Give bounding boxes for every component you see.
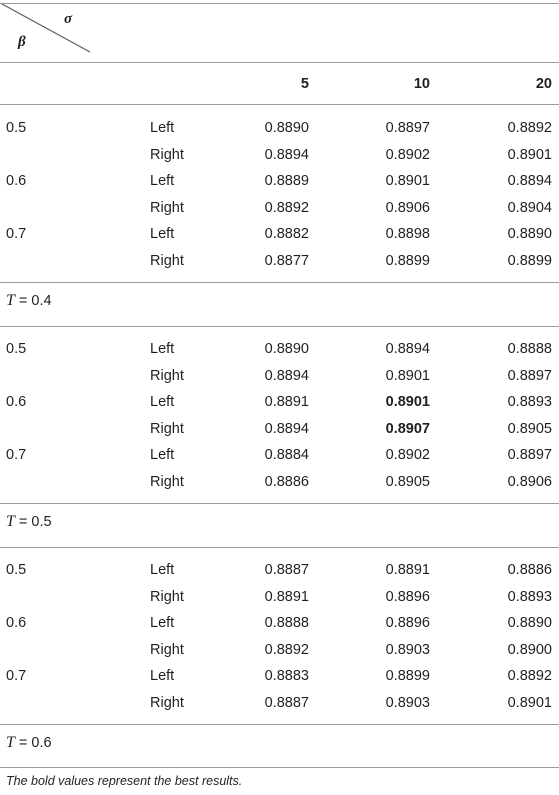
side-label: Right	[150, 200, 184, 216]
value-cell: 0.8877	[264, 253, 309, 269]
value-cell: 0.8899	[507, 253, 552, 269]
value-cell: 0.8901	[507, 147, 552, 163]
value-cell: 0.8894	[264, 368, 309, 384]
threshold-value: = 0.5	[14, 514, 52, 530]
side-label: Right	[150, 147, 184, 163]
value-cell: 0.8890	[264, 120, 309, 136]
value-cell: 0.8904	[507, 200, 552, 216]
value-cell: 0.8893	[507, 394, 552, 410]
value-cell: 0.8903	[385, 695, 430, 711]
threshold-variable: T	[6, 292, 15, 309]
value-cell: 0.8903	[385, 642, 430, 658]
value-cell: 0.8894	[385, 341, 430, 357]
sigma-header: σ	[64, 11, 73, 27]
side-label: Right	[150, 589, 184, 605]
beta-value: 0.7	[6, 226, 27, 242]
value-cell: 0.8899	[385, 253, 430, 269]
value-cell: 0.8892	[264, 642, 309, 658]
threshold-variable: T	[6, 734, 15, 751]
value-cell: 0.8894	[264, 147, 309, 163]
threshold-value: = 0.4	[14, 293, 52, 309]
value-cell: 0.8893	[507, 589, 552, 605]
value-cell: 0.8896	[385, 589, 430, 605]
threshold-label	[6, 734, 52, 752]
value-cell: 0.8891	[264, 589, 309, 605]
column-header-sigma-5: 5	[300, 76, 309, 92]
value-cell: 0.8901	[507, 695, 552, 711]
beta-value: 0.7	[6, 447, 27, 463]
section-rule	[0, 326, 559, 327]
side-label: Right	[150, 421, 184, 437]
value-cell: 0.8888	[507, 341, 552, 357]
value-cell: 0.8886	[507, 562, 552, 578]
value-cell: 0.8892	[507, 668, 552, 684]
value-cell: 0.8894	[507, 173, 552, 189]
value-cell: 0.8901	[385, 368, 430, 384]
side-label: Right	[150, 368, 184, 384]
table-footnote: The bold values represent the best results.	[6, 774, 243, 788]
side-label: Left	[150, 226, 175, 242]
side-label: Right	[150, 474, 184, 490]
column-header-sigma-20: 20	[535, 76, 552, 92]
value-cell: 0.8897	[507, 447, 552, 463]
value-cell: 0.8905	[507, 421, 552, 437]
value-cell: 0.8891	[264, 394, 309, 410]
beta-value: 0.5	[6, 562, 27, 578]
value-cell: 0.8901	[385, 394, 430, 410]
side-label: Left	[150, 562, 175, 578]
beta-value: 0.6	[6, 615, 27, 631]
value-cell: 0.8894	[264, 421, 309, 437]
value-cell: 0.8901	[385, 173, 430, 189]
value-cell: 0.8886	[264, 474, 309, 490]
threshold-value: = 0.6	[14, 735, 52, 751]
value-cell: 0.8902	[385, 447, 430, 463]
value-cell: 0.8900	[507, 642, 552, 658]
side-label: Left	[150, 173, 175, 189]
side-label: Right	[150, 253, 184, 269]
beta-value: 0.6	[6, 173, 27, 189]
value-cell: 0.8890	[264, 341, 309, 357]
section-rule	[0, 282, 559, 283]
beta-value: 0.7	[6, 668, 27, 684]
beta-value: 0.5	[6, 120, 27, 136]
column-header-sigma-10: 10	[413, 76, 430, 92]
value-cell: 0.8898	[385, 226, 430, 242]
section-rule	[0, 503, 559, 504]
side-label: Right	[150, 642, 184, 658]
side-label: Left	[150, 447, 175, 463]
value-cell: 0.8889	[264, 173, 309, 189]
section-rule	[0, 767, 559, 768]
value-cell: 0.8892	[507, 120, 552, 136]
value-cell: 0.8887	[264, 562, 309, 578]
threshold-label	[6, 513, 52, 531]
value-cell: 0.8892	[264, 200, 309, 216]
value-cell: 0.8905	[385, 474, 430, 490]
value-cell: 0.8890	[507, 615, 552, 631]
column-header-rule	[0, 104, 559, 105]
beta-value: 0.5	[6, 341, 27, 357]
value-cell: 0.8890	[507, 226, 552, 242]
value-cell: 0.8902	[385, 147, 430, 163]
value-cell: 0.8906	[507, 474, 552, 490]
value-cell: 0.8883	[264, 668, 309, 684]
side-label: Left	[150, 615, 175, 631]
section-rule	[0, 724, 559, 725]
value-cell: 0.8897	[507, 368, 552, 384]
value-cell: 0.8888	[264, 615, 309, 631]
value-cell: 0.8891	[385, 562, 430, 578]
side-label: Right	[150, 695, 184, 711]
diagonal-header-divider	[0, 0, 100, 60]
side-label: Left	[150, 341, 175, 357]
value-cell: 0.8899	[385, 668, 430, 684]
threshold-label	[6, 292, 52, 310]
value-cell: 0.8896	[385, 615, 430, 631]
beta-value: 0.6	[6, 394, 27, 410]
value-cell: 0.8884	[264, 447, 309, 463]
value-cell: 0.8897	[385, 120, 430, 136]
value-cell: 0.8906	[385, 200, 430, 216]
threshold-variable: T	[6, 513, 15, 530]
value-cell: 0.8907	[385, 421, 430, 437]
side-label: Left	[150, 394, 175, 410]
side-label: Left	[150, 120, 175, 136]
side-label: Left	[150, 668, 175, 684]
header-rule	[0, 62, 559, 63]
section-rule	[0, 547, 559, 548]
value-cell: 0.8887	[264, 695, 309, 711]
value-cell: 0.8882	[264, 226, 309, 242]
beta-header: β	[18, 34, 26, 50]
